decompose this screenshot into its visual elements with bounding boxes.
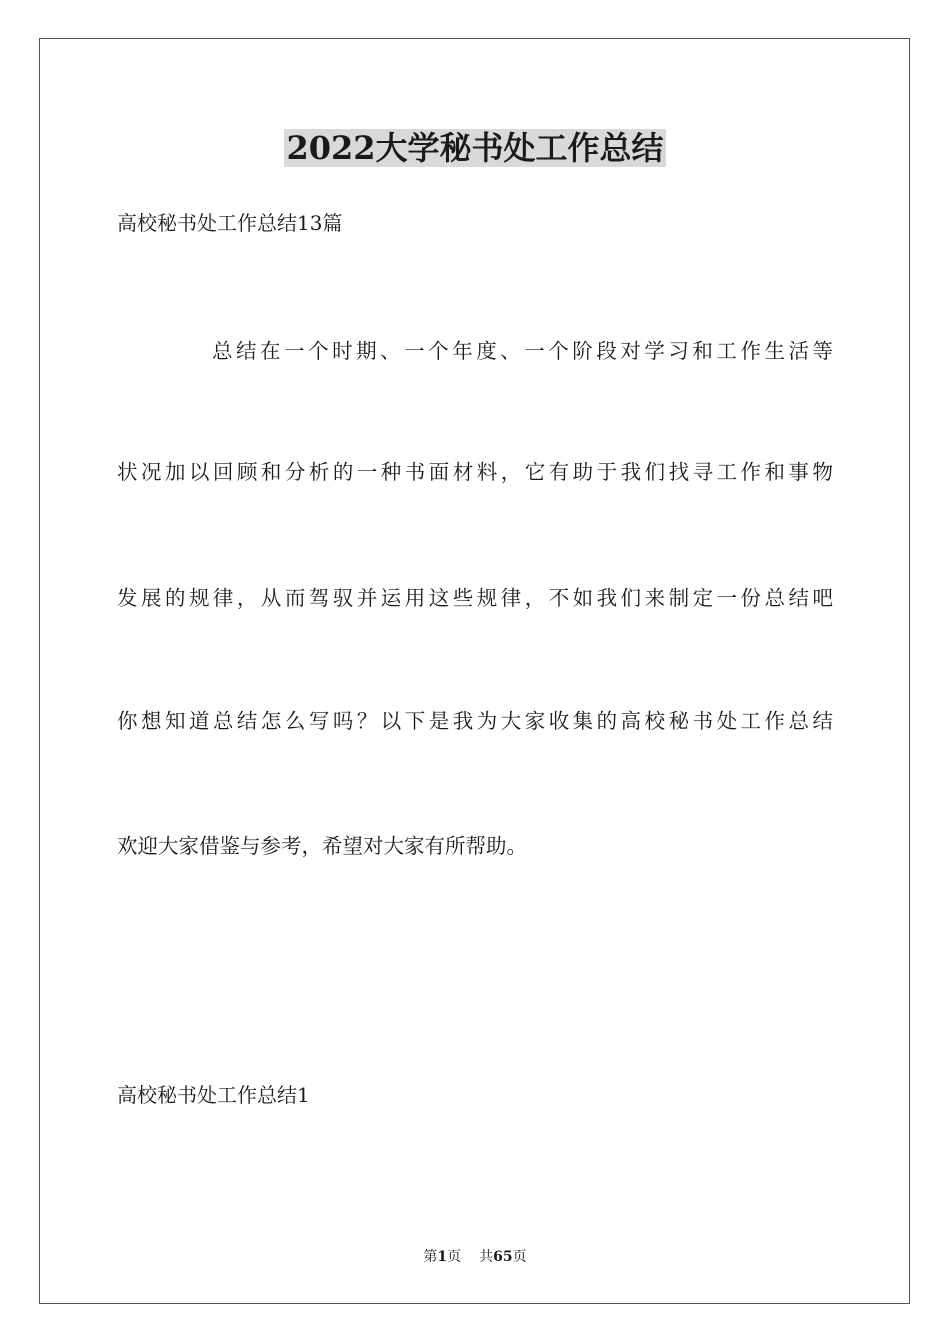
page-number: 1 xyxy=(437,1249,448,1265)
section-heading: 高校秘书处工作总结1 xyxy=(117,1083,310,1107)
intro-line-5: 欢迎大家借鉴与参考，希望对大家有所帮助。 xyxy=(117,834,527,858)
page-prefix: 第 xyxy=(423,1249,438,1265)
intro-line-1: 总结在一个时期、一个年度、一个阶段对学习和工作生活等 xyxy=(212,339,833,363)
total-pages: 65 xyxy=(493,1249,513,1265)
page-footer xyxy=(0,1247,950,1267)
intro-line-2: 状况加以回顾和分析的一种书面材料，它有助于我们找寻工作和事物 xyxy=(117,460,833,484)
total-suffix: 页 xyxy=(512,1249,527,1265)
intro-line-3: 发展的规律，从而驾驭并运用这些规律，不如我们来制定一份总结吧 xyxy=(117,586,833,610)
total-prefix: 共 xyxy=(479,1249,494,1265)
document-subtitle: 高校秘书处工作总结13篇 xyxy=(117,211,343,235)
document-title-text: 2022大学秘书处工作总结 xyxy=(286,129,664,167)
document-title xyxy=(0,126,950,170)
intro-line-4: 你想知道总结怎么写吗？以下是我为大家收集的高校秘书处工作总结 xyxy=(117,709,833,733)
page-suffix: 页 xyxy=(447,1249,462,1265)
